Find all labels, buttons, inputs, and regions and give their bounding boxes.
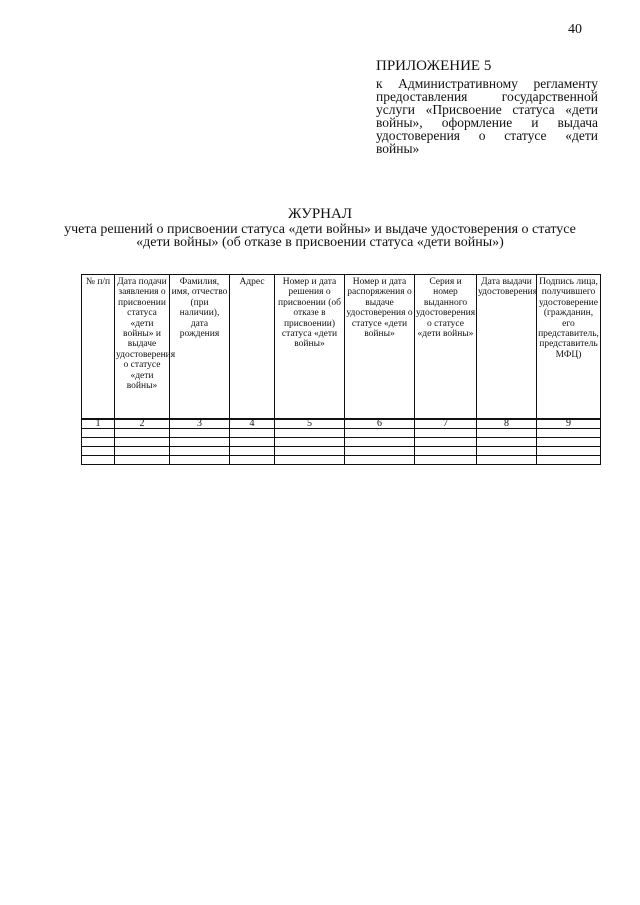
column-number: 9 (537, 419, 601, 429)
header-row (82, 275, 601, 420)
header-cell-full-name: Фамилия, имя, отчество (при наличии), дата рождения (170, 275, 230, 420)
empty-table-cell (170, 429, 230, 438)
empty-table-row (82, 438, 601, 447)
empty-table-cell (82, 438, 115, 447)
empty-table-row (82, 429, 601, 438)
empty-table-row (82, 456, 601, 465)
empty-table-cell (275, 429, 345, 438)
column-number: 8 (477, 419, 537, 429)
column-number: 3 (170, 419, 230, 429)
journal-title: ЖУРНАЛ (287, 206, 353, 222)
empty-table-cell (537, 447, 601, 456)
empty-table-cell (537, 456, 601, 465)
empty-table-cell (345, 429, 415, 438)
header-cell-issue-date: Дата выдачи удостоверения (477, 275, 537, 420)
journal-subtitle: учета решений о присвоении статуса «дети войны» и выдаче удостоверения о статусе «дети войны» (об отказе в присвоении статуса «дети войны») (64, 222, 576, 250)
empty-table-cell (230, 447, 275, 456)
register-table (81, 274, 601, 465)
appendix-title: ПРИЛОЖЕНИЕ 5 (376, 58, 492, 74)
column-number: 7 (415, 419, 477, 429)
empty-table-cell (115, 456, 170, 465)
empty-table-cell (537, 429, 601, 438)
header-cell-number: № п/п (82, 275, 115, 420)
column-number: 5 (275, 419, 345, 429)
journal-heading (60, 206, 580, 249)
empty-table-cell (415, 456, 477, 465)
empty-table-cell (477, 456, 537, 465)
empty-table-cell (275, 447, 345, 456)
page-number: 40 (568, 22, 582, 37)
empty-table-cell (275, 456, 345, 465)
header-cell-application-date: Дата подачи заявления о присвоении статуса «дети войны» и выдаче удостоверения о статусе «дети войны» (115, 275, 170, 420)
empty-table-cell (115, 438, 170, 447)
appendix-text: к Административному регламенту предоставления государственной услуги «Присвоение статуса «дети войны», оформление и выдача удостоверения о статусе «дети войны» (376, 76, 598, 156)
empty-table-cell (170, 456, 230, 465)
empty-table-cell (82, 456, 115, 465)
empty-table-cell (170, 447, 230, 456)
empty-table-cell (345, 456, 415, 465)
header-cell-address: Адрес (230, 275, 275, 420)
empty-table-cell (345, 447, 415, 456)
empty-table-cell (230, 438, 275, 447)
appendix-block (376, 58, 598, 155)
header-cell-decision: Номер и дата решения о присвоении (об отказе в присвоении) статуса «дети войны» (275, 275, 345, 420)
empty-table-cell (477, 429, 537, 438)
empty-table-cell (415, 429, 477, 438)
column-number: 4 (230, 419, 275, 429)
column-number: 6 (345, 419, 415, 429)
empty-table-cell (275, 438, 345, 447)
empty-table-row (82, 447, 601, 456)
empty-table-cell (115, 429, 170, 438)
empty-table-cell (82, 447, 115, 456)
empty-table-cell (415, 447, 477, 456)
column-number: 1 (82, 419, 115, 429)
column-number-row (82, 419, 601, 429)
empty-table-cell (170, 438, 230, 447)
header-cell-certificate-number: Серия и номер выданного удостоверения о статусе «дети войны» (415, 275, 477, 420)
header-cell-signature: Подпись лица, получившего удостоверение (гражданин, его представитель, представитель МФЦ) (537, 275, 601, 420)
empty-table-cell (477, 447, 537, 456)
empty-table-cell (415, 438, 477, 447)
column-number: 2 (115, 419, 170, 429)
empty-table-cell (230, 429, 275, 438)
empty-table-cell (477, 438, 537, 447)
empty-table-cell (537, 438, 601, 447)
header-cell-order: Номер и дата распоряжения о выдаче удостоверения о статусе «дети войны» (345, 275, 415, 420)
empty-table-cell (230, 456, 275, 465)
empty-table-cell (345, 438, 415, 447)
empty-table-cell (115, 447, 170, 456)
empty-table-cell (82, 429, 115, 438)
